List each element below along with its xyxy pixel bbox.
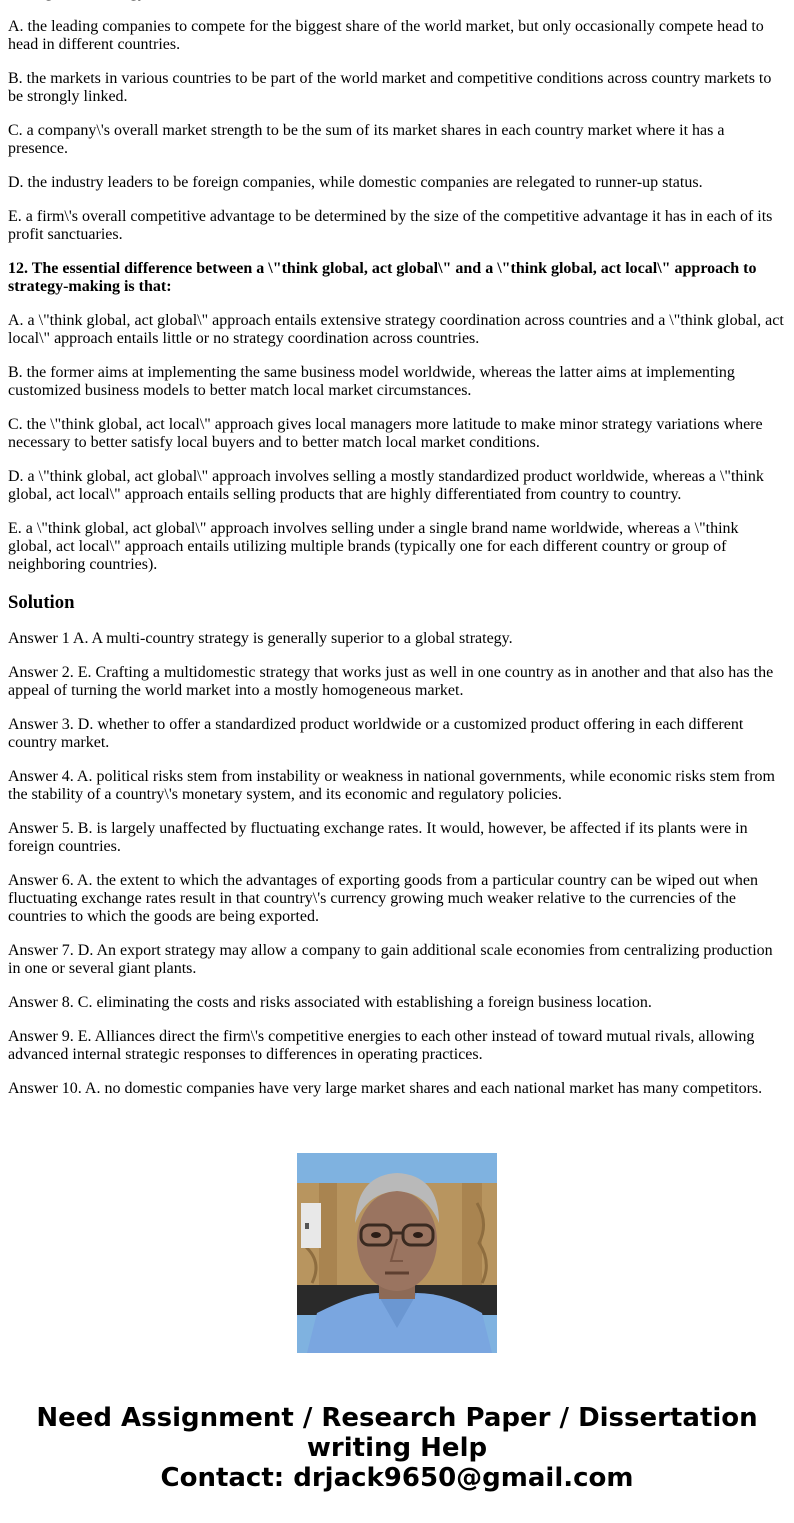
question-11-option-b: B. the markets in various countries to be part of the world market and competitive conditions across country markets to be strongly linked. — [8, 70, 772, 105]
author-avatar — [297, 1153, 497, 1353]
question-11-option-c: C. a company\'s overall market strength to be the sum of its market shares in each country market where it has a presence. — [8, 122, 725, 157]
solution-heading: Solution — [8, 592, 75, 613]
promo-line-1: Need Assignment / Research Paper / Dissertation — [36, 1403, 758, 1433]
answer-3: Answer 3. D. whether to offer a standardized product worldwide or a customized product offering in each different country market. — [8, 716, 744, 751]
question-11-option-d: D. the industry leaders to be foreign companies, while domestic companies are relegated to runner-up status. — [8, 174, 703, 191]
question-12-option-b: B. the former aims at implementing the same business model worldwide, whereas the latter aims at implementing customized business models to better match local market circumstances. — [8, 364, 735, 399]
answer-5: Answer 5. B. is largely unaffected by fluctuating exchange rates. It would, however, be affected if its plants were in foreign countries. — [8, 820, 748, 855]
solution-section — [8, 592, 786, 1098]
question-11-title — [8, 0, 786, 2]
question-11 — [8, 0, 786, 244]
answer-2: Answer 2. E. Crafting a multidomestic strategy that works just as well in one country as in another and that also has the appeal of turning the world market into a mostly homogeneous market. — [8, 664, 774, 699]
promo-contact-email: Contact: drjack9650@gmail.com — [160, 1463, 634, 1493]
answer-8: Answer 8. C. eliminating the costs and risks associated with establishing a foreign business location. — [8, 994, 652, 1011]
answer-7: Answer 7. D. An export strategy may allow a company to gain additional scale economies from centralizing production in one or several giant plants. — [8, 942, 773, 977]
answer-10: Answer 10. A. no domestic companies have very large market shares and each national market has many competitors. — [8, 1080, 763, 1097]
document-content — [8, 0, 786, 1114]
answer-9: Answer 9. E. Alliances direct the firm\'s competitive energies to each other instead of toward mutual rivals, allowing advanced internal strategic responses to differences in operating practices. — [8, 1028, 755, 1063]
question-11-option-e: E. a firm\'s overall competitive advantage to be determined by the size of the competitive advantage it has in each of its profit sanctuaries. — [8, 208, 773, 243]
question-12-option-d: D. a \"think global, act global\" approach involves selling a mostly standardized product worldwide, whereas a \"think global, act local\" approach entails selling products that are highly differentiated from country to country. — [8, 468, 764, 503]
promo-banner — [0, 1403, 794, 1493]
question-12-option-e: E. a \"think global, act global\" approach involves selling under a single brand name worldwide, whereas a \"think global, act local\" approach entails utilizing multiple brands (typically one for each different country or group of neighboring countries). — [8, 520, 739, 573]
question-12-title: 12. The essential difference between a \"think global, act global\" and a \"think global, act local\" approach to strategy-making is that: — [8, 260, 757, 295]
question-11-option-a: A. the leading companies to compete for the biggest share of the world market, but only occasionally compete head to head in different countries. — [8, 18, 764, 53]
question-12 — [8, 260, 786, 574]
promo-line-2: writing Help — [306, 1433, 488, 1463]
answer-4: Answer 4. A. political risks stem from instability or weakness in national governments, while economic risks stem from the stability of a country\'s monetary system, and its economic and regulatory policies. — [8, 768, 775, 803]
question-12-option-a: A. a \"think global, act global\" approach entails extensive strategy coordination across countries and a \"think global, act local\" approach entails little or no strategy coordination across countries. — [8, 312, 784, 347]
answer-1: Answer 1 A. A multi-country strategy is generally superior to a global strategy. — [8, 630, 513, 647]
person-photo-icon — [297, 1153, 497, 1353]
answer-6: Answer 6. A. the extent to which the advantages of exporting goods from a particular country can be wiped out when fluctuating exchange rates result in that country\'s currency growing much weaker relative to the currencies of the countries to which the goods are being exported. — [8, 872, 759, 925]
question-12-option-c: C. the \"think global, act local\" approach gives local managers more latitude to make minor strategy variations where necessary to better satisfy local buyers and to better match local market conditions. — [8, 416, 763, 451]
